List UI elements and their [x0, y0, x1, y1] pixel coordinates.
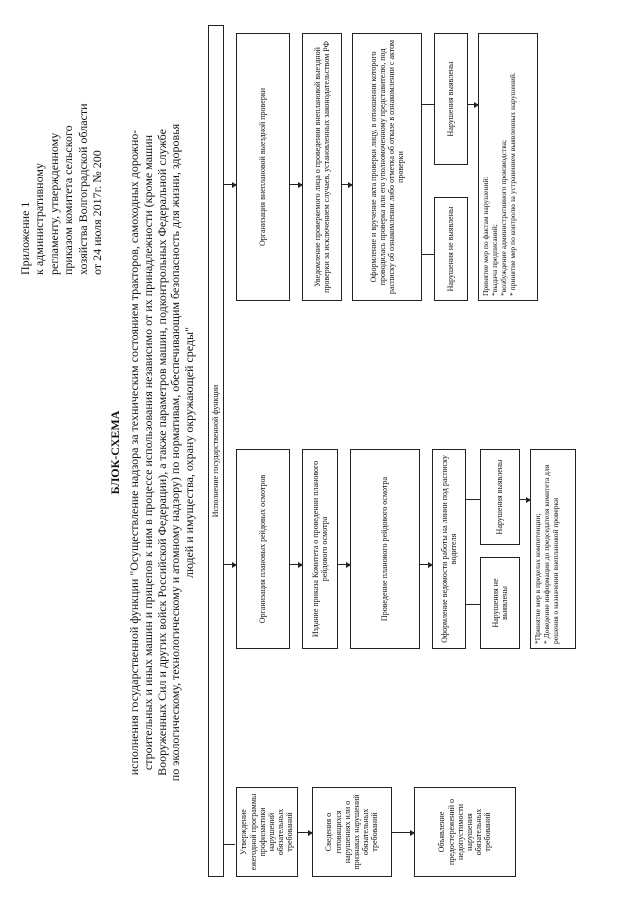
connector — [422, 104, 434, 105]
right-box-act: Оформление и вручение акта проверки лицу, в отношении которого проводилась проверка или его уполномоченному представителю, под расписку об ознакомлении либо отметка об отказе в ознакомлении с актом проверки — [352, 33, 422, 301]
connector — [466, 604, 480, 605]
connector — [298, 832, 312, 833]
right-box-measures — [478, 33, 538, 301]
left-box-program: Утверждение ежегодной программы профилактики нарушений обязательных требований — [236, 787, 298, 877]
document-title: БЛОК-СХЕМА — [108, 410, 122, 495]
connector — [468, 104, 478, 105]
measure-item: * Доведение информации до председателя комитета для решения о назначении внеплановой проверки — [542, 464, 560, 644]
appendix-line: от 24 июля 2017г. № 200 — [89, 150, 104, 275]
measure-item: * принятие мер по контролю за устранением выявленных нарушений. — [508, 72, 517, 296]
connector — [422, 254, 434, 255]
connector — [290, 564, 302, 565]
connector — [392, 832, 414, 833]
left-box-information: Сведения о готовящихся нарушениях или о признаках нарушений обязательных требований — [312, 787, 392, 877]
connector — [520, 499, 530, 500]
connector — [420, 564, 432, 565]
left-box-warnings: Объявление предостережений о недопустимости нарушения обязательных требований — [414, 787, 516, 877]
right-box-no-violations: Нарушения не выявлены — [434, 197, 468, 301]
measure-item: *Принятие мер в пределах компетенции; — [533, 513, 542, 644]
connector — [224, 564, 236, 565]
middle-box-order: Издание приказа Комитета о проведении планового рейдового осмотра — [302, 449, 338, 649]
middle-box-inspection: Проведение планового рейдового осмотра — [350, 449, 420, 649]
connector — [466, 499, 480, 500]
subtitle-line: исполнения государственной функции "Осуществление надзора за техническим состоянием тракторов, самоходных дорожно- — [127, 129, 141, 776]
connector — [342, 184, 352, 185]
appendix-line: регламенту, утвержденному — [46, 132, 61, 275]
right-box-notification: Уведомление проверяемого лица о проведении внеплановой выездной проверки за исключением случаев, установленных законодательством РФ — [302, 33, 342, 301]
middle-box-violations: Нарушения выявлены — [480, 449, 520, 545]
right-box-organization: Организация внеплановой выездной проверки — [236, 33, 290, 301]
connector — [234, 844, 235, 845]
subtitle-line: Вооруженных Сил и других войск Российской Федерации), а также параметров машин, подконтрольных Федеральной службе — [154, 129, 169, 776]
subtitle-line: строительных и иных машин и прицепов к ним в процессе использования независимо от их принадлежности (кроме машин — [140, 134, 155, 771]
right-box-violations: Нарушения выявлены — [434, 33, 468, 165]
measure-item: *возбуждение административного производства; — [499, 139, 508, 296]
appendix-block — [18, 15, 104, 275]
connector — [224, 184, 236, 185]
appendix-line: хозяйства Волгоградской области — [75, 103, 90, 275]
middle-box-organization: Организация плановых рейдовых осмотров — [236, 449, 290, 649]
measure-item: *выдача предписаний; — [490, 224, 499, 296]
appendix-line: к административному — [32, 163, 47, 275]
measure-item: Принятие мер по фактам нарушений: — [481, 176, 490, 296]
appendix-line: приказом комитета сельского — [61, 125, 76, 275]
connector — [224, 844, 234, 845]
middle-box-statement: Оформление ведомости работы на линии под расписку водителя — [432, 449, 466, 649]
connector — [338, 564, 350, 565]
middle-box-measures — [530, 449, 576, 649]
top-box: Исполнение государственной функции — [208, 25, 224, 877]
middle-box-no-violations: Нарушения не выявлены — [480, 557, 520, 649]
document-subtitle — [128, 20, 197, 885]
connector — [290, 184, 302, 185]
appendix-line: Приложение 1 — [18, 201, 32, 275]
subtitle-line: по экологическому, технологическому и атомному надзору) по нормативам, обеспечивающим безопасность для жизни, здоровья — [168, 123, 183, 782]
subtitle-line: людей и имущества, охрану окружающей среды" — [182, 327, 197, 578]
